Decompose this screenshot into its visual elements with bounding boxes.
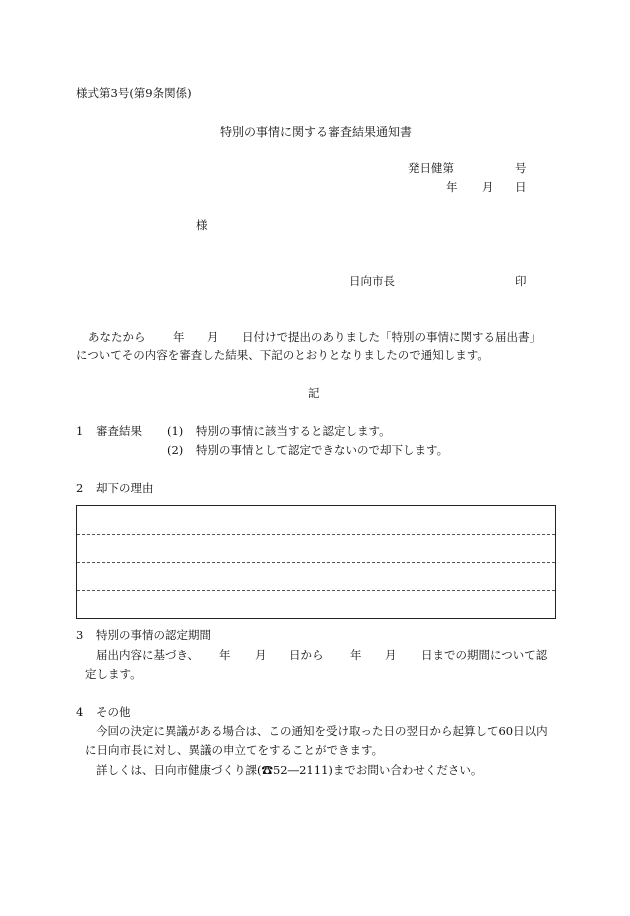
intro-rest: 日付けで提出のありました「特別の事情に関する届出書」 bbox=[242, 330, 541, 344]
section1-heading: 審査結果 bbox=[96, 424, 142, 438]
intro-line2: についてその内容を審査した結果、下記のとおりとなりましたので通知します。 bbox=[76, 348, 489, 362]
date-year: 年 bbox=[446, 180, 458, 194]
rejection-reason-box[interactable] bbox=[76, 505, 556, 619]
ki-mark: 記 bbox=[308, 386, 320, 400]
reason-line bbox=[77, 590, 555, 591]
document-title: 特別の事情に関する審査結果通知書 bbox=[220, 125, 413, 139]
section4-number: 4 bbox=[76, 705, 84, 719]
section3-heading: 特別の事情の認定期間 bbox=[96, 628, 211, 642]
objection-line1: 今回の決定に異議がある場合は、この通知を受け取った日の翌日から起算して60日以内 bbox=[96, 724, 548, 738]
reason-line bbox=[77, 534, 555, 535]
period-start-year: 年 bbox=[219, 648, 231, 662]
form-number: 様式第3号(第9条関係) bbox=[76, 86, 192, 100]
intro-month: 月 bbox=[207, 330, 219, 344]
section1-option1-mark: (1) bbox=[167, 424, 184, 438]
intro-from: あなたから bbox=[88, 330, 146, 344]
period-end-day: 日までの期間について認 bbox=[421, 648, 548, 662]
section1-number: 1 bbox=[76, 424, 84, 438]
period-based-on: 届出内容に基づき、 bbox=[96, 648, 200, 662]
section2-heading: 却下の理由 bbox=[96, 481, 154, 495]
period-line2: 定します。 bbox=[85, 667, 142, 681]
section1-option1-text: 特別の事情に該当すると認定します。 bbox=[196, 424, 391, 438]
section4-heading: その他 bbox=[96, 705, 131, 719]
contact-info: 詳しくは、日向市健康づくり課(☎52―2111)までお問い合わせください。 bbox=[96, 763, 483, 777]
doc-number-suffix: 号 bbox=[515, 161, 527, 175]
seal-mark: 印 bbox=[515, 274, 527, 288]
date-day: 日 bbox=[515, 180, 527, 194]
period-start-day: 日から bbox=[289, 648, 324, 662]
recipient-honorific: 様 bbox=[196, 218, 208, 232]
reason-line bbox=[77, 562, 555, 563]
period-end-year: 年 bbox=[350, 648, 362, 662]
date-month: 月 bbox=[482, 180, 494, 194]
section3-number: 3 bbox=[76, 628, 84, 642]
section2-number: 2 bbox=[76, 481, 84, 495]
period-start-month: 月 bbox=[255, 648, 267, 662]
issuer-name: 日向市長 bbox=[349, 274, 395, 288]
intro-year: 年 bbox=[173, 330, 185, 344]
section1-option2-mark: (2) bbox=[167, 443, 184, 457]
objection-line2: に日向市長に対し、異議の申立てをすることができます。 bbox=[85, 743, 384, 757]
doc-number-prefix: 発日健第 bbox=[408, 161, 454, 175]
section1-option2-text: 特別の事情として認定できないので却下します。 bbox=[196, 443, 449, 457]
period-end-month: 月 bbox=[385, 648, 397, 662]
